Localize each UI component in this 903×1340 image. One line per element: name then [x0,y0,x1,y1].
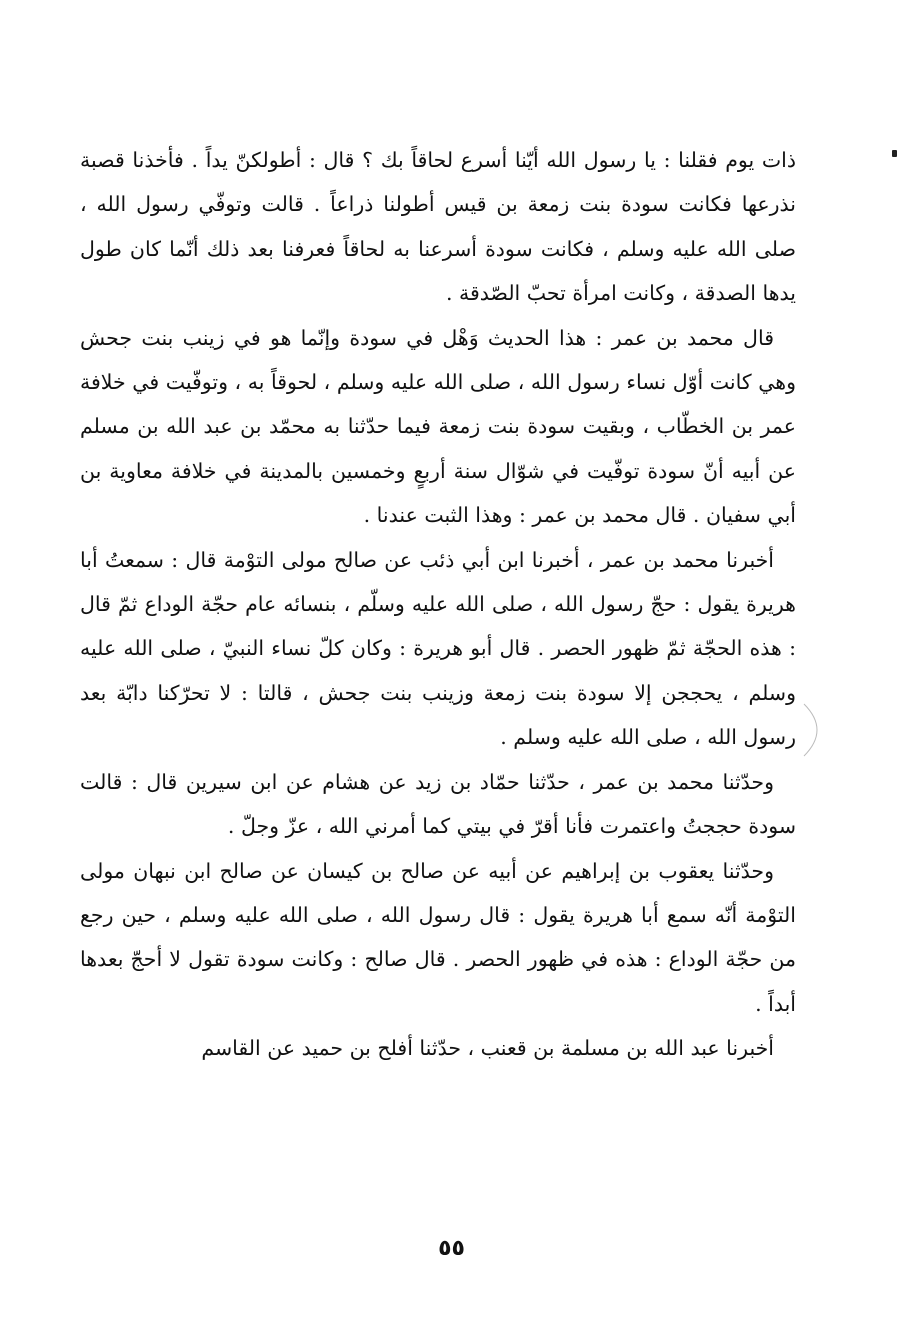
paragraph: أخبرنا محمد بن عمر ، أخبرنا ابن أبي ذئب عن صالح مولى التوْمة قال : سمعتُ أبا هريرة يقول : حجّ رسول الله ، صلى الله عليه وسلّم ، بنسائه عام حجّة الوداع ثمّ قال : هذه الحجّة ثمّ ظهور الحصر . قال أبو هريرة : وكان كلّ نساء النبيّ ، صلى الله عليه وسلم ، يحججن إلا سودة بنت زمعة وزينب بنت جحش ، قالتا : لا تحرّكنا دابّة بعد رسول الله ، صلى الله عليه وسلم . [80,547,796,750]
paragraph: وحدّثنا محمد بن عمر ، حدّثنا حمّاد بن زيد عن هشام عن ابن سيرين قال : قالت سودة حججتُ واعتمرت فأنا أقرّ في بيتي كما أمرني الله ، عزّ وجلّ . [80,769,796,839]
paragraph: قال محمد بن عمر : هذا الحديث وَهْل في سودة وإنّما هو في زينب بنت جحش وهي كانت أوّل نساء رسول الله ، صلى الله عليه وسلم ، لحوقاً به ، وتوفّيت في خلافة عمر بن الخطّاب ، وبقيت سودة بنت زمعة فيما حدّثنا به محمّد بن عبد الله بن مسلم عن أبيه أنّ سودة توفّيت في شوّال سنة أربعٍ وخمسين بالمدينة في خلافة معاوية بن أبي سفيان . قال محمد بن عمر : وهذا الثبت عندنا . [80,325,796,528]
margin-ink-mark [892,150,897,157]
paragraph: ذات يوم فقلنا : يا رسول الله أيّنا أسرع لحاقاً بك ؟ قال : أطولكنّ يداً . فأخذنا قصبة نذرعها فكانت سودة بنت زمعة بن قيس أطولنا ذراعاً . قالت وتوفّي رسول الله ، صلى الله عليه وسلم ، فكانت سودة أسرعنا به لحاقاً فعرفنا بعد ذلك أنّما كان طول يدها الصدقة ، وكانت امرأة تحبّ الصّدقة . [80,148,796,306]
paragraph: أخبرنا عبد الله بن مسلمة بن قعنب ، حدّثنا أفلح بن حميد عن القاسم [201,1036,774,1061]
body-text [80,138,796,1071]
margin-bracket-mark [800,700,840,760]
paragraph: وحدّثنا يعقوب بن إبراهيم عن أبيه عن صالح بن كيسان عن صالح ابن نبهان مولى التوْمة أنّه سمع أبا هريرة يقول : قال رسول الله ، صلى الله عليه وسلم ، حين رجع من حجّة الوداع : هذه في ظهور الحصر . قال صالح : وكانت سودة تقول لا أحجّ بعدها أبداً . [80,858,796,1016]
page-number: ٥٥ [438,1236,465,1261]
